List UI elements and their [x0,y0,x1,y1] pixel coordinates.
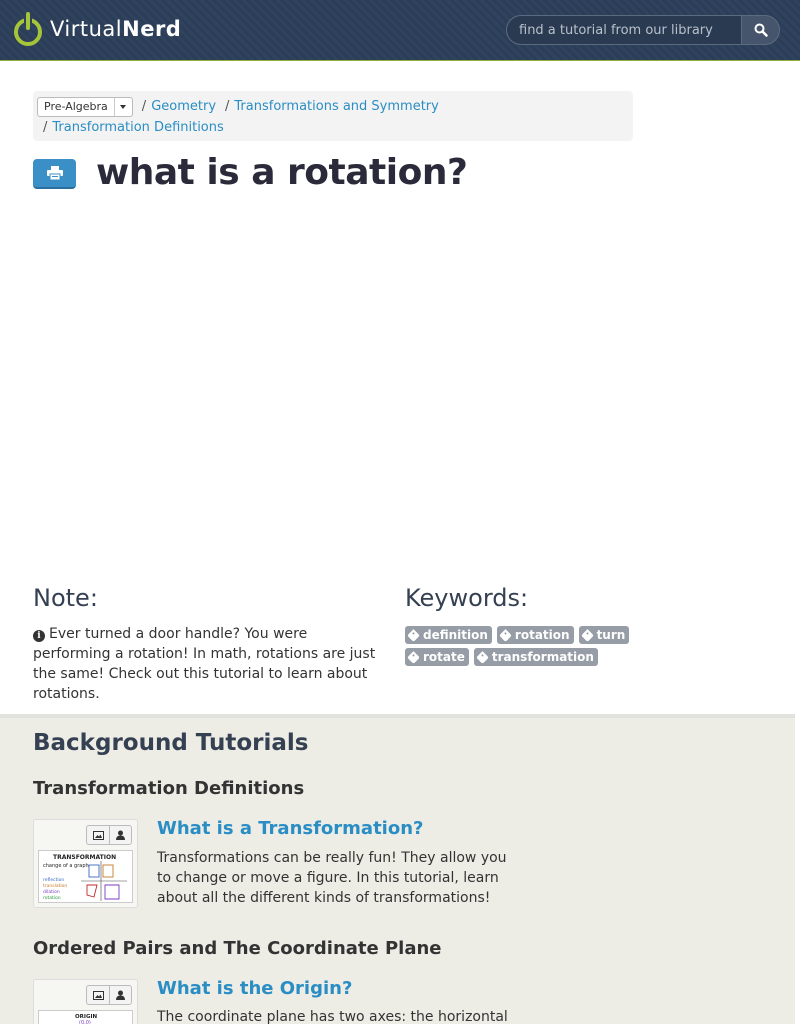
keyword-tags [405,626,645,666]
tutorial-title-link[interactable]: What is a Transformation? [157,818,424,839]
search-icon [754,23,768,37]
tag-icon [407,651,420,664]
keyword-tag-label: rotation [514,628,570,642]
tutorial-thumbnail-image [38,1010,133,1024]
tag-icon [499,629,512,642]
note-text: Ever turned a door handle? You were performing a rotation! In math, rotations are just the same! Check out this tutorial to learn about rotations. [33,626,376,702]
user-icon [116,990,125,1000]
thumb-line-1: (0,0) [79,1020,91,1024]
breadcrumb [33,91,633,141]
search-bar [506,15,780,45]
breadcrumb-row-2: / Transformation Definitions [43,120,224,135]
tag-icon [476,651,489,664]
image-view-button[interactable] [87,986,109,1004]
logo-text-nerd: Nerd [122,17,182,41]
note-heading: Note: [33,584,98,612]
tutorial-description: The coordinate plane has two axes: the horizontal [157,1009,508,1024]
tutorial-thumbnail-image [38,850,133,903]
tutorial-title-link[interactable]: What is the Origin? [157,978,353,999]
printer-icon [47,166,63,180]
image-icon [93,831,104,840]
thumb-line-3: translation [43,884,68,889]
top-header [0,0,800,61]
page-edge [795,714,800,1024]
breadcrumb-link-transformations-symmetry[interactable]: Transformations and Symmetry [234,99,439,114]
category-heading: Ordered Pairs and The Coordinate Plane [33,938,442,959]
instructor-view-button[interactable] [109,826,131,844]
info-icon: i [33,630,45,642]
keyword-tag[interactable] [405,648,469,666]
thumbnail-toggle [86,825,132,845]
thumb-line-5: rotation [43,896,61,901]
virtualnerd-logo[interactable] [12,12,181,46]
thumb-title-text: TRANSFORMATION [53,854,117,861]
tag-icon [581,629,594,642]
keywords-heading: Keywords: [405,584,529,612]
breadcrumb-link-transformation-definitions[interactable]: Transformation Definitions [52,120,224,135]
note-text-block [33,624,383,704]
thumb-line-2: reflection [43,878,65,883]
subject-dropdown-label: Pre-Algebra [44,100,108,113]
thumbnail-toggle [86,985,132,1005]
keyword-tag-label: definition [423,628,488,642]
print-button[interactable] [33,159,76,189]
category-heading: Transformation Definitions [33,778,305,799]
tutorial-thumbnail[interactable] [33,979,138,1024]
page-title: what is a rotation? [96,152,468,193]
tutorial-description: Transformations can be really fun! They allow you to change or move a figure. In this tutorial, learn about all the different kinds of transformations! [157,850,507,906]
keyword-tag[interactable] [497,626,574,644]
keyword-tag[interactable] [405,626,492,644]
tag-icon [407,629,420,642]
subject-dropdown[interactable] [37,97,133,117]
image-view-button[interactable] [87,826,109,844]
chevron-down-icon [114,98,132,116]
keyword-tag-label: rotate [423,650,465,664]
thumb-title-text: ORIGIN [75,1014,98,1020]
search-button[interactable] [741,15,780,45]
keyword-tag-label: turn [596,628,626,642]
power-icon [12,12,44,46]
keyword-tag[interactable] [579,626,630,644]
thumb-line-1: change of a graph [43,863,89,869]
thumb-line-4: dilation [43,890,60,895]
search-input[interactable] [506,15,741,45]
background-tutorials-heading: Background Tutorials [33,730,309,756]
breadcrumb-link-geometry[interactable]: Geometry [151,99,217,114]
breadcrumb-row-1: Pre-Algebra / Geometry / Transformations and Symmetry [37,96,629,117]
instructor-view-button[interactable] [109,986,131,1004]
keyword-tag[interactable] [474,648,598,666]
image-icon [93,991,104,1000]
keyword-tag-label: transformation [491,650,594,664]
logo-text-virtual: Virtual [50,17,123,41]
logo-text [50,17,181,41]
user-icon [116,830,125,840]
tutorial-thumbnail[interactable] [33,819,138,908]
